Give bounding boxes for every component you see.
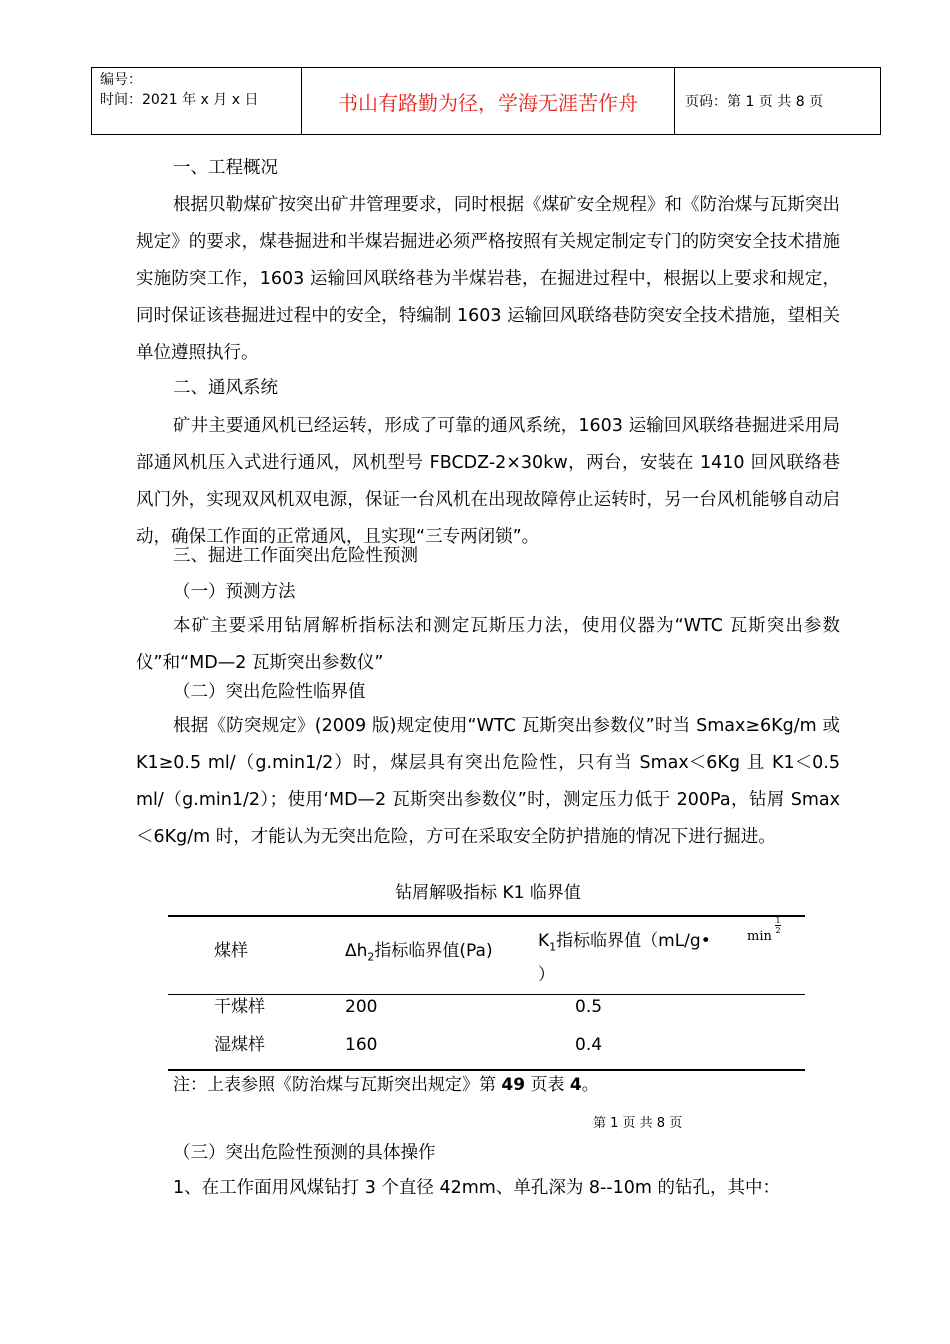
k1-exponent: [775, 916, 781, 935]
section-3-1-body: 本矿主要采用钻屑解析指标法和测定瓦斯压力法，使用仪器为“WTC 瓦斯突出参数仪”和“MD—2 瓦斯突出参数仪”: [136, 616, 840, 673]
k1-symbol: K: [538, 931, 550, 951]
section-1-body: 根据贝勒煤矿按突出矿井管理要求，同时根据《煤矿安全规程》和《防治煤与瓦斯突出规定》的要求，煤巷掘进和半煤岩掘进必须严格按照有关规定制定专门的防突安全技术措施实施防突工作，1603 运输回风联络巷为半煤岩巷，在掘进过程中，根据以上要求和规定，同时保证该巷掘进过程中的安全，特编制 1603 运输回风联络巷防突安全技术措施，望相关单位遵照执行。: [136, 195, 840, 363]
row-1-sample: 干煤样: [214, 997, 265, 1017]
section-3-2-title: （二）突出危险性临界值: [173, 682, 366, 702]
note-mid: 页表: [525, 1075, 570, 1095]
section-3-2-body: 根据《防突规定》(2009 版)规定使用“WTC 瓦斯突出参数仪”时当 Smax≥6Kg/m 或 K1≥0.5 ml/（g.min1/2）时，煤层具有突出危险性，只有当 Smax＜6Kg 且 K1＜0.5 ml/（g.min1/2）；使用‘MD—2 瓦斯突出参数仪”时，测定压力低于 200Pa，钻屑 Smax＜6Kg/m 时，才能认为无突出危险，方可在采取安全防护措施的情况下进行掘进。: [136, 716, 840, 847]
col-header-dh2: [345, 938, 493, 970]
section-1-title: 一、工程概况: [173, 158, 278, 178]
number-label: 编号：: [100, 72, 142, 88]
table-note: [173, 1070, 599, 1100]
k1-rest: 指标临界值（mL/g•: [556, 931, 711, 951]
header-page-label: 页码：第 1 页 共 8 页: [675, 68, 881, 135]
k1-unit-min: min: [747, 929, 772, 944]
dh2-rest: 指标临界值(Pa): [374, 941, 493, 961]
section-3-3-title: （三）突出危险性预测的具体操作: [173, 1143, 436, 1163]
dh2-subscript: 2: [367, 950, 375, 964]
row-1-dh2: 200: [345, 997, 378, 1017]
section-2-title: 二、通风系统: [173, 378, 278, 398]
section-2-body: 矿井主要通风机已经运转，形成了可靠的通风系统，1603 运输回风联络巷掘进采用局部通风机压入式进行通风，风机型号 FBCDZ-2×30kw，两台，安装在 1410 回风联络巷风门外，实现双风机双电源，保证一台风机在出现故障停止运转时，另一台风机能够自动启动，确保工作面的正常通风，且实现“三专两闭锁”。: [136, 416, 840, 547]
header-meta: [92, 68, 302, 135]
col-header-k1: [538, 928, 711, 960]
dh2-symbol: Δh: [345, 941, 368, 961]
section-3-title: 三、掘进工作面突出危险性预测: [173, 546, 418, 566]
table-top-rule: [168, 915, 805, 917]
note-end: 。: [581, 1075, 599, 1095]
row-2-sample: 湿煤样: [214, 1035, 265, 1055]
page-footer: 第 1 页 共 8 页: [593, 1116, 683, 1131]
exp-denominator: 2: [775, 926, 781, 935]
col-header-sample: 煤样: [214, 941, 248, 961]
note-table: 4: [569, 1075, 582, 1095]
row-1-k1: 0.5: [575, 997, 603, 1017]
section-3-1-title: （一）预测方法: [173, 582, 296, 602]
row-2-dh2: 160: [345, 1035, 378, 1055]
k1-subscript: 1: [549, 940, 557, 954]
exp-numerator: 1: [775, 916, 781, 925]
time-label: 时间：2021 年 x 月 x 日: [100, 92, 259, 108]
col-header-k1-close: ）: [538, 965, 555, 985]
note-prefix: 注：上表参照《防治煤与瓦斯突出规定》第: [173, 1075, 502, 1095]
note-page: 49: [501, 1075, 526, 1095]
header-motto: 书山有路勤为径，学海无涯苦作舟: [302, 68, 675, 135]
row-2-k1: 0.4: [575, 1035, 603, 1055]
section-3-3-item-1: 1、在工作面用风煤钻打 3 个直径 42mm、单孔深为 8--10m 的钻孔，其中：: [173, 1178, 781, 1198]
document-header: [91, 67, 881, 135]
table-title: 钻屑解吸指标 K1 临界值: [395, 883, 581, 903]
